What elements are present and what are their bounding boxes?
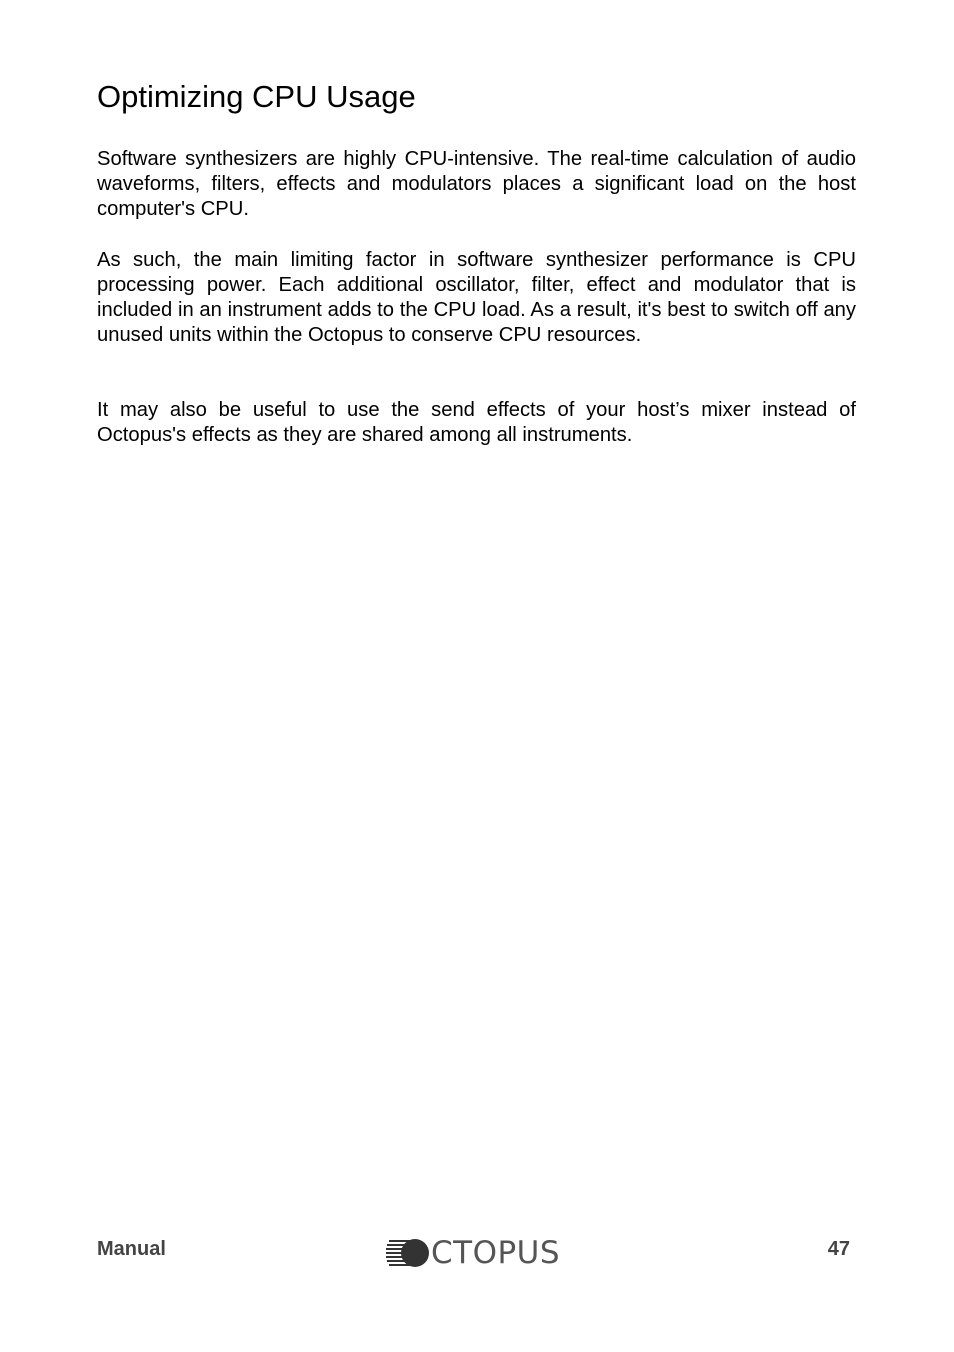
paragraph-1: Software synthesizers are highly CPU-intensive. The real-time calculation of audio waveforms, filters, effects and modulators places a significant load on the host computer's CPU. [97, 148, 856, 220]
page-number: 47 [827, 1238, 850, 1260]
paragraph-3: It may also be useful to use the send effects of your host’s mixer instead of Octopus's effects as they are shared among all instruments. [97, 399, 856, 446]
page-title: Optimizing CPU Usage [97, 79, 416, 114]
logo-wordmark: CTOPUS [431, 1235, 561, 1271]
footer-manual-label: Manual [97, 1238, 166, 1260]
paragraph-2: As such, the main limiting factor in software synthesizer performance is CPU processing power. Each additional oscillator, filter, effect and modulator that is included in an instrument adds to the CPU load. As a result, it's best to switch off any unused units within the Octopus to conserve CPU resources. [97, 249, 856, 346]
octopus-logo-icon [386, 1234, 430, 1272]
octopus-logo [386, 1234, 570, 1272]
